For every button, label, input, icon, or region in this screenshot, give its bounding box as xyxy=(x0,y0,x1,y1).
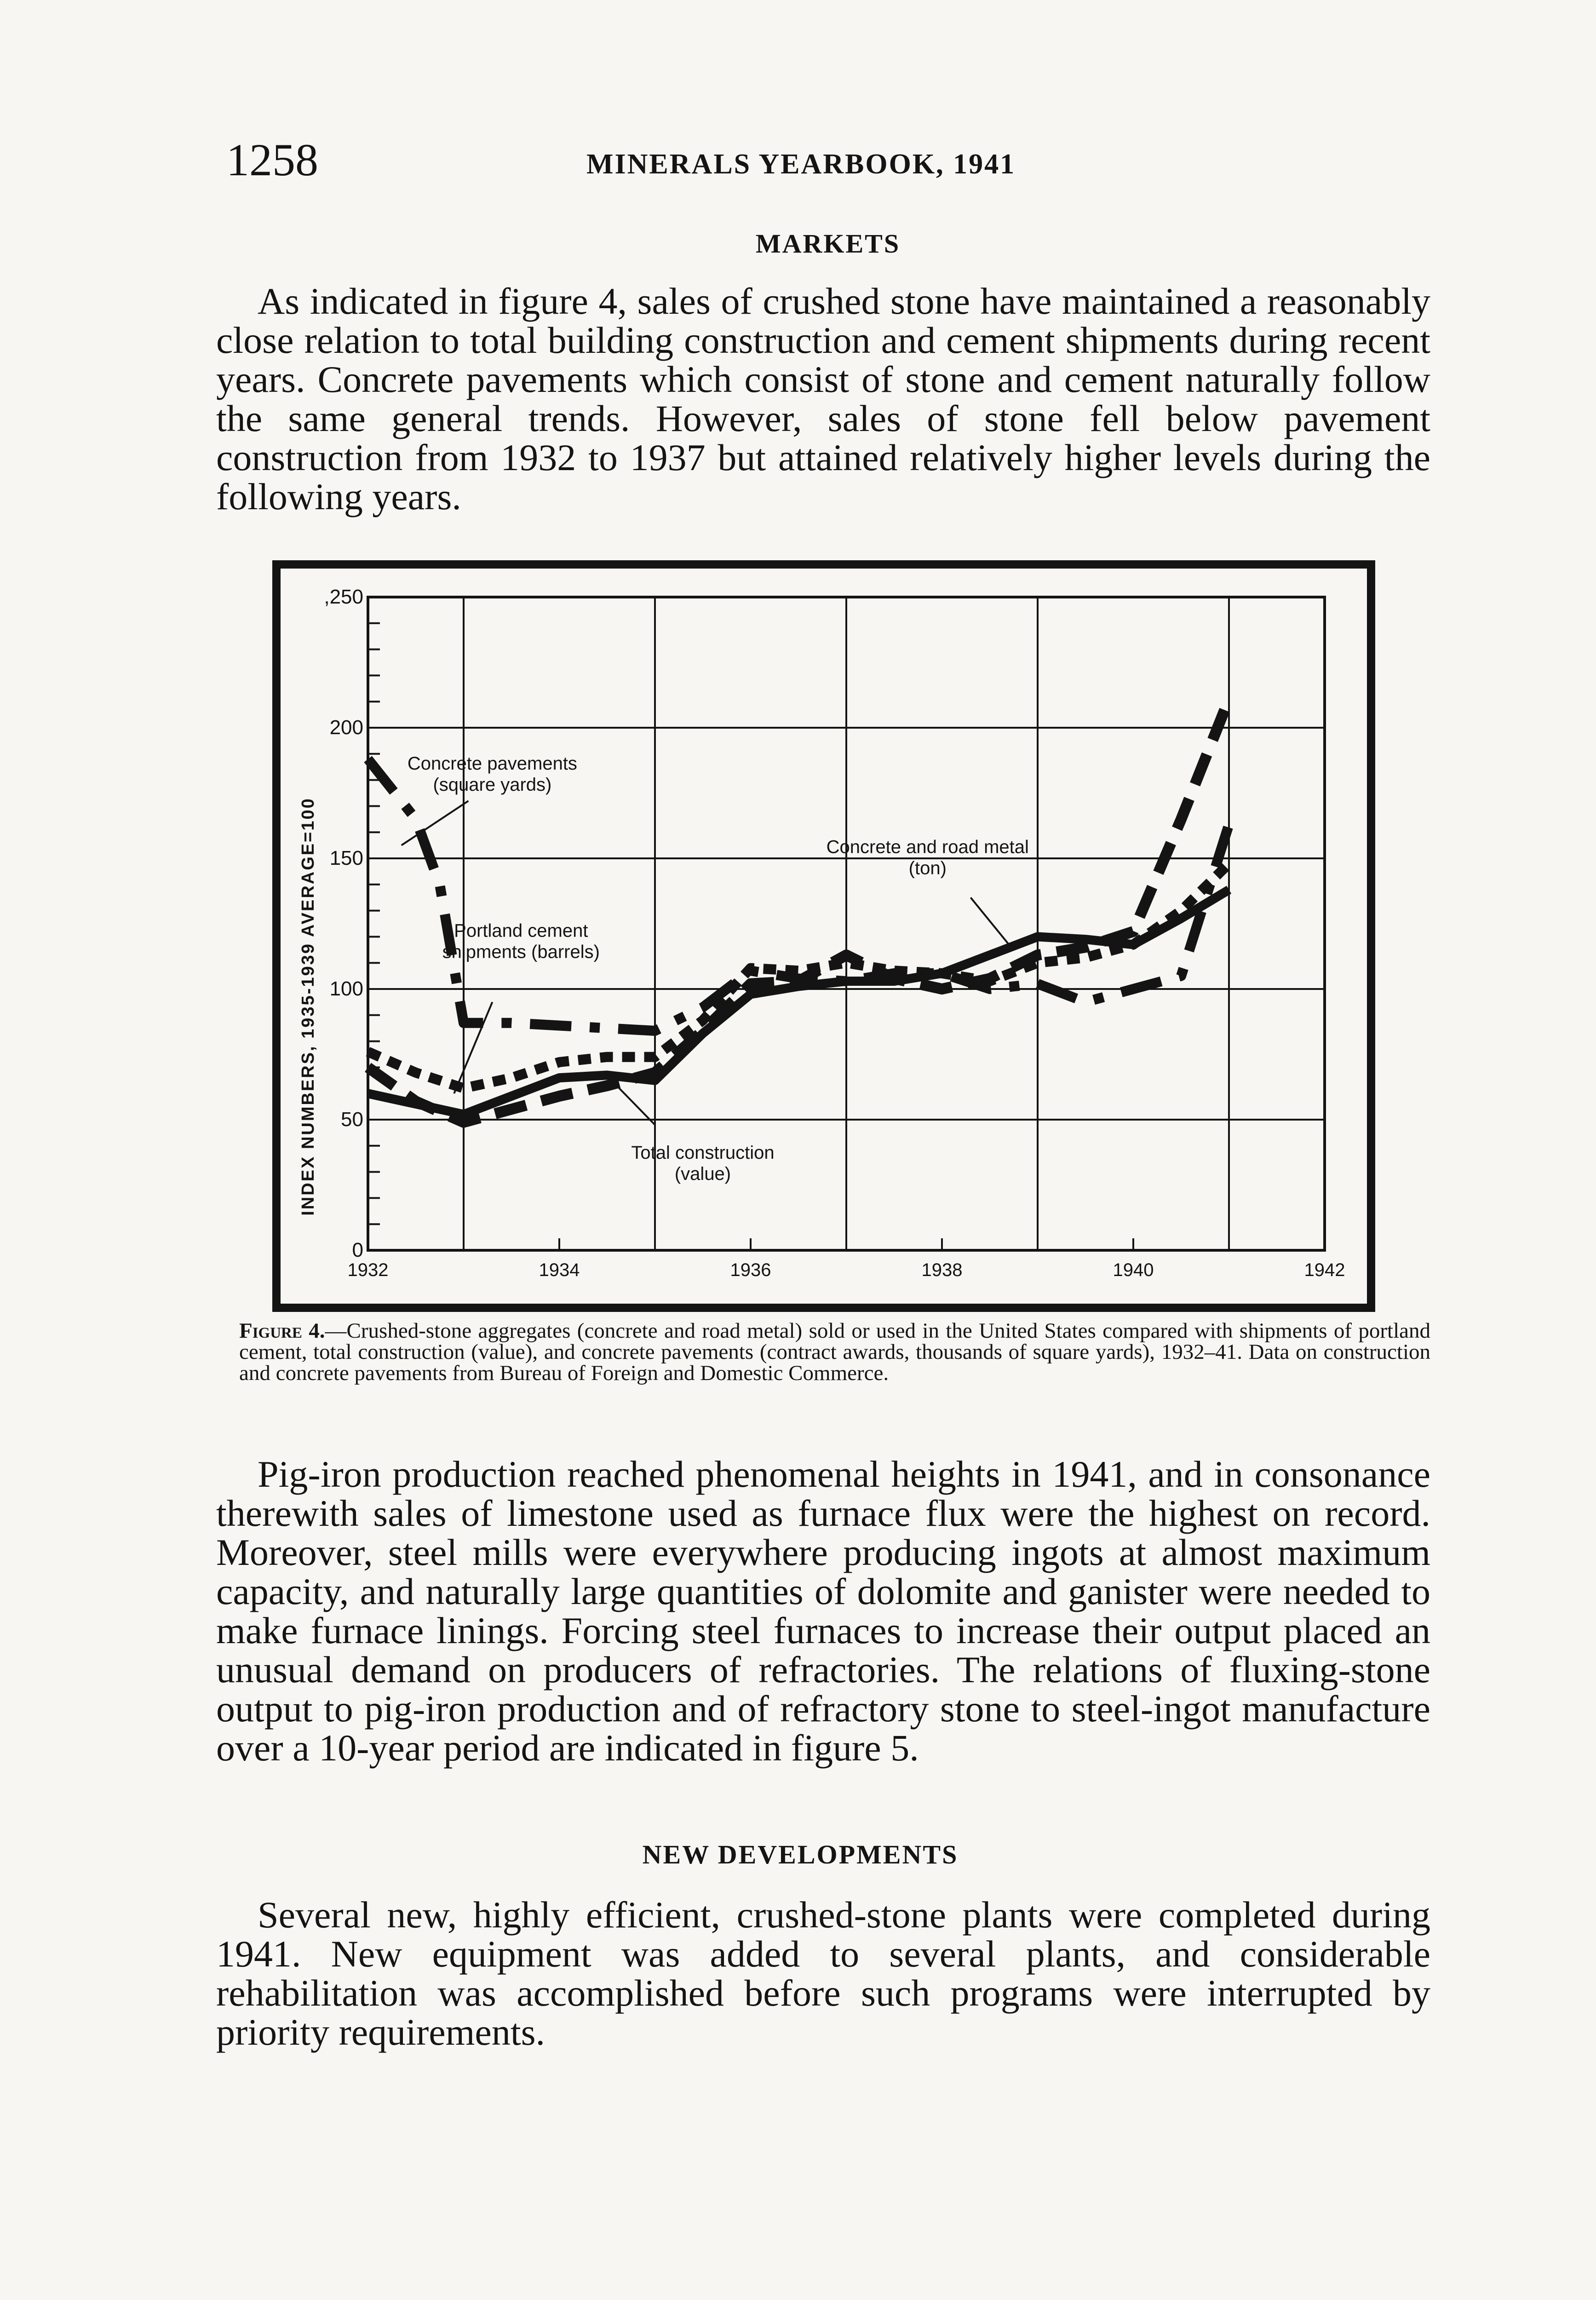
page-number: 1258 xyxy=(226,134,318,185)
annotation-label: (square yards) xyxy=(433,774,552,795)
annotation-label: (ton) xyxy=(908,858,947,879)
new-developments-paragraph-text: Several new, highly efficient, crushed-stone plants were completed during 1941. New equipment was added to several plants, and considerable rehabilitation was accomplished before such programs were interrupted by priority requirements. xyxy=(216,1894,1430,2053)
annotation-label: Total construction xyxy=(631,1143,775,1163)
markets-heading: MARKETS xyxy=(755,229,901,259)
y-tick-label: 50 xyxy=(341,1108,363,1131)
series-point xyxy=(607,1028,608,1029)
figure-label: Figure 4. xyxy=(239,1319,325,1343)
new-developments-paragraph xyxy=(216,1895,1430,2052)
x-tick-label: 1940 xyxy=(1113,1260,1154,1280)
y-tick-label: 200 xyxy=(329,716,363,739)
y-tick-label: 150 xyxy=(329,847,363,869)
pig-iron-paragraph-text: Pig-iron production reached phenomenal heights in 1941, and in consonance therewith sales of limestone used as furnace flux were the highest on record. Moreover, steel mills were everywhere producing ingots at almost maximum capacity, and naturally large quantities of dolomite and ganister were needed to make furnace linings. Forcing steel furnaces to increase their output placed an unusual demand on producers of refractories. The relations of fluxing-stone output to pig-iron production and of refractory stone to steel-ingot manufacture over a 10-year period are indicated in figure 5. xyxy=(216,1453,1430,1769)
series-point xyxy=(415,819,416,820)
y-axis-label: INDEX NUMBERS, 1935-1939 AVERAGE=100 xyxy=(299,797,318,1216)
figure-caption-text: —Crushed-stone aggregates (concrete and road metal) sold or used in the United States compared with shipments of portland cement, total construction (value), and concrete pavements (contract awards, thousands of square yards), 1932–41. Data on construction and concrete pavements from Bureau of Foreign and Domestic Commerce. xyxy=(239,1319,1430,1385)
series-point xyxy=(439,884,440,885)
y-tick-label: ,250 xyxy=(324,586,363,608)
x-tick-label: 1942 xyxy=(1304,1260,1345,1280)
annotation-label: shipments (barrels) xyxy=(442,942,600,962)
series-point xyxy=(1181,910,1182,911)
x-tick-label: 1938 xyxy=(921,1260,963,1280)
annotation-label: Concrete pavements xyxy=(407,753,577,774)
series-point xyxy=(1085,1001,1086,1002)
annotation-label: Portland cement xyxy=(454,920,588,941)
y-tick-label: 0 xyxy=(352,1239,363,1261)
running-title: MINERALS YEARBOOK, 1941 xyxy=(586,149,1016,180)
x-tick-label: 1932 xyxy=(347,1260,389,1280)
x-tick-label: 1936 xyxy=(730,1260,771,1280)
pig-iron-paragraph xyxy=(216,1455,1430,1767)
series-point xyxy=(511,1077,512,1078)
figure-caption xyxy=(239,1320,1430,1384)
series-point xyxy=(1085,957,1086,958)
y-tick-label: 100 xyxy=(329,978,363,1000)
annotation-leader xyxy=(970,897,1009,944)
annotation-label: (value) xyxy=(674,1164,731,1184)
new-developments-heading: NEW DEVELOPMENTS xyxy=(642,1840,959,1869)
markets-paragraph-text: As indicated in figure 4, sales of crushed stone have maintained a reasonably close relation to total building construction and cement shipments during recent years. Concrete pavements which consist of stone and cement naturally follow the same general trends. However, sales of stone fell below pavement construction from 1932 to 1937 but attained relatively higher levels during the following years. xyxy=(216,280,1430,518)
x-tick-label: 1934 xyxy=(539,1260,580,1280)
annotation-label: Concrete and road metal xyxy=(826,837,1029,857)
